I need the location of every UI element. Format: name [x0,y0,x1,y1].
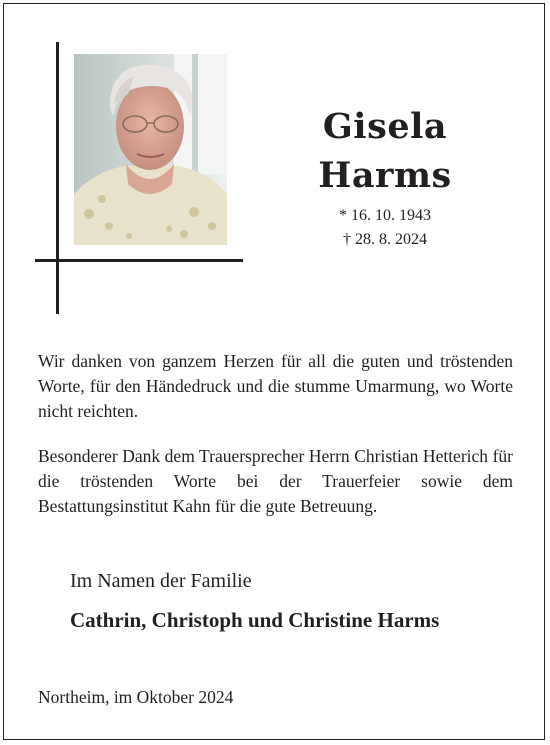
place-and-date: Northeim, im Oktober 2024 [38,687,234,707]
cross-icon-vertical-bar [56,42,59,314]
special-thanks-paragraph: Besonderer Dank dem Trauersprecher Herrn Christian Hetterich für die tröstenden Worte bei der Trauerfeier sowie dem Bestattungsinstitut Kahn für die gute Betreuung. [38,446,513,516]
thanks-paragraph: Wir danken von ganzem Herzen für all die guten und tröstenden Worte, für den Händedruck und die stumme Umarmung, wo Worte nicht reichten. [38,351,513,421]
portrait-photo [74,54,227,245]
family-intro: Im Namen der Familie [70,570,252,592]
deceased-last-name: Harms [318,155,452,196]
birth-date: * 16. 10. 1943 [339,207,431,224]
deceased-first-name: Gisela [322,106,448,147]
death-date: † 28. 8. 2024 [343,231,427,248]
cross-icon-horizontal-bar [35,259,243,262]
family-names: Cathrin, Christoph und Christine Harms [70,608,440,632]
